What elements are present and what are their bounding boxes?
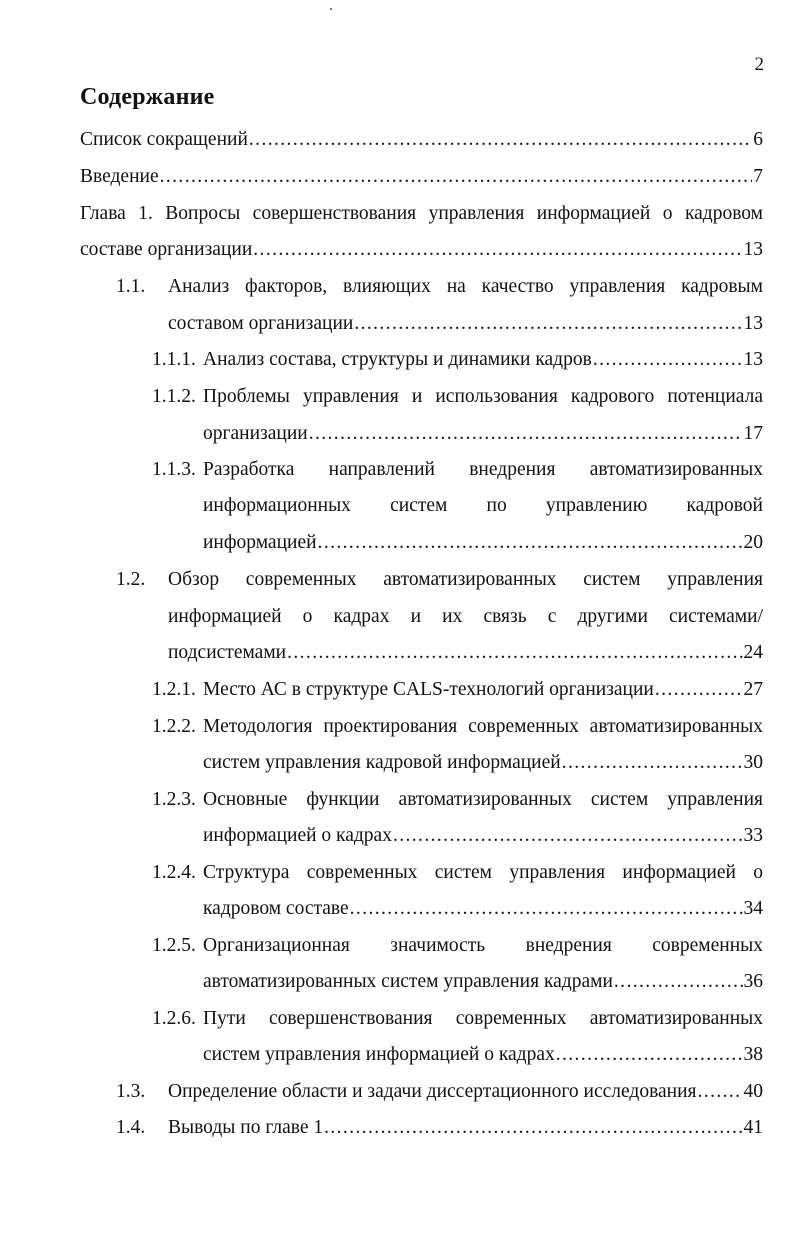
toc-entry-title: Определение области и задачи диссертационного исследования: [168, 1081, 697, 1102]
toc-entry-title: систем управления кадровой информацией: [203, 752, 561, 773]
dot-leader: [160, 163, 753, 191]
page-number: 2: [754, 54, 764, 75]
toc-entry[interactable]: [168, 639, 763, 667]
toc-entry[interactable]: [203, 529, 763, 557]
toc-entry-page: 33: [743, 825, 763, 846]
toc-entry-title: автоматизированных систем управления кадрами: [203, 971, 613, 992]
toc-entry-line: Разработка направлений внедрения автоматизированных: [203, 459, 763, 480]
toc-entry-number: 1.2.2.: [152, 716, 196, 737]
toc-entry[interactable]: [168, 310, 763, 338]
toc-entry-number: 1.4.: [116, 1117, 146, 1138]
toc-entry-title: Список сокращений: [80, 129, 248, 150]
toc-entry-page: 41: [743, 1117, 763, 1138]
toc-entry-page: 24: [743, 642, 763, 663]
toc-entry-title: систем управления информацией о кадрах: [203, 1044, 555, 1065]
toc-entry-number: 1.1.1.: [152, 349, 196, 370]
toc-entry[interactable]: [203, 895, 763, 923]
dot-leader: [556, 1041, 743, 1069]
toc-entry-line: информационных систем по управлению кадровой: [203, 495, 763, 516]
toc-entry-line: Глава 1. Вопросы совершенствования управления информацией о кадровом: [80, 203, 763, 224]
toc-entry-page: 13: [743, 239, 763, 260]
toc-entry-title: информацией о кадрах: [203, 825, 392, 846]
toc-entry-page: 34: [743, 898, 763, 919]
toc-entry-number: 1.2.6.: [152, 1008, 196, 1029]
toc-entry-line: Пути совершенствования современных автоматизированных: [203, 1008, 763, 1029]
toc-entry-line: информацией о кадрах и их связь с другими системами/: [168, 606, 763, 627]
toc-entry[interactable]: [203, 676, 763, 704]
toc-entry-page: 40: [743, 1081, 763, 1102]
dot-leader: [354, 310, 742, 338]
dot-leader: [309, 420, 743, 448]
dot-leader: [350, 895, 743, 923]
dot-leader: [655, 676, 743, 704]
toc-entry-title: кадровом составе: [203, 898, 349, 919]
toc-entry[interactable]: [203, 749, 763, 777]
dot-leader: [593, 346, 743, 374]
toc-entry-number: 1.2.: [116, 569, 146, 590]
toc-entry-page: 17: [743, 423, 763, 444]
page-title: Содержание: [80, 84, 215, 110]
dot-leader: [614, 968, 743, 996]
toc-entry-number: 1.1.2.: [152, 386, 196, 407]
dot-leader: [318, 529, 743, 557]
toc-entry-number: 1.2.4.: [152, 862, 196, 883]
toc-entry-page: 20: [743, 532, 763, 553]
toc-entry-title: Введение: [80, 166, 159, 187]
toc-entry-page: 38: [743, 1044, 763, 1065]
dot-leader: [562, 749, 743, 777]
toc-entry-number: 1.1.3.: [152, 459, 196, 480]
toc-entry-line: Проблемы управления и использования кадрового потенциала: [203, 386, 763, 407]
toc-entry-page: 27: [743, 679, 763, 700]
toc-entry-title: составе организации: [80, 239, 253, 260]
toc-entry-page: 36: [743, 971, 763, 992]
toc-entry-title: подсистемами: [168, 642, 287, 663]
toc-entry-title: Анализ состава, структуры и динамики кадров: [203, 349, 592, 370]
toc-entry-page: 13: [743, 313, 763, 334]
toc-entry-line: Структура современных систем управления информацией о: [203, 862, 763, 883]
toc-entry[interactable]: [80, 126, 763, 154]
dot-leader: [287, 639, 742, 667]
dot-leader: [393, 822, 743, 850]
toc-entry-line: Обзор современных автоматизированных систем управления: [168, 569, 763, 590]
toc-entry-title: информацией: [203, 532, 317, 553]
toc-entry[interactable]: [80, 236, 763, 264]
dot-leader: [324, 1114, 742, 1142]
dot-leader: [253, 236, 742, 264]
toc-entry-page: 30: [743, 752, 763, 773]
toc-entry[interactable]: [203, 968, 763, 996]
dot-leader: [698, 1078, 743, 1106]
dot-leader: [249, 126, 752, 154]
toc-entry-page: 7: [753, 166, 763, 187]
toc-entry[interactable]: [80, 163, 763, 191]
toc-entry-number: 1.2.5.: [152, 935, 196, 956]
toc-entry[interactable]: [203, 420, 763, 448]
toc-entry[interactable]: [168, 1114, 763, 1142]
toc-entry[interactable]: [203, 822, 763, 850]
toc-entry[interactable]: [168, 1078, 763, 1106]
toc-entry-number: 1.1.: [116, 276, 146, 297]
toc-entry-line: Организационная значимость внедрения современных: [203, 935, 763, 956]
toc-entry-number: 1.3.: [116, 1081, 146, 1102]
toc-entry-title: Выводы по главе 1: [168, 1117, 324, 1138]
toc-entry-line: Основные функции автоматизированных систем управления: [203, 789, 763, 810]
toc-entry-line: Анализ факторов, влияющих на качество управления кадровым: [168, 276, 763, 297]
toc-entry[interactable]: [203, 346, 763, 374]
toc-entry-page: 13: [743, 349, 763, 370]
toc-entry-title: составом организации: [168, 313, 354, 334]
toc-entry[interactable]: [203, 1041, 763, 1069]
toc-entry-title: Место АС в структуре CALS-технологий организации: [203, 679, 654, 700]
toc-entry-line: Методология проектирования современных автоматизированных: [203, 716, 763, 737]
toc-entry-number: 1.2.1.: [152, 679, 196, 700]
toc-entry-number: 1.2.3.: [152, 789, 196, 810]
toc-entry-page: 6: [753, 129, 763, 150]
toc-entry-title: организации: [203, 423, 308, 444]
